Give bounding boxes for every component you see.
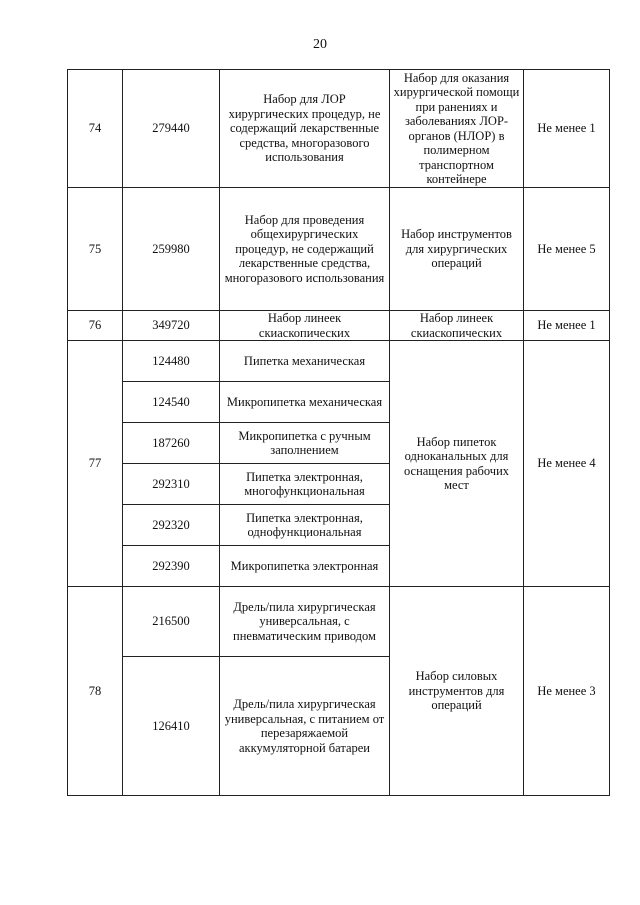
item-code-cell: 279440 xyxy=(123,70,220,188)
item-code-cell: 124480 xyxy=(123,341,220,382)
set-name-cell: Набор линеек скиаскопических xyxy=(390,311,524,341)
table-row xyxy=(68,188,610,311)
item-code-cell: 259980 xyxy=(123,188,220,311)
item-name-cell: Набор для проведения общехирургических процедур, не содержащий лекарственные средства, многоразового использования xyxy=(220,188,390,311)
set-name-cell: Набор силовых инструментов для операций xyxy=(390,587,524,796)
table-row xyxy=(68,341,610,382)
item-name-cell: Пипетка механическая xyxy=(220,341,390,382)
row-number-cell: 75 xyxy=(68,188,123,311)
item-name-cell: Дрель/пила хирургическая универсальная, с пневматическим приводом xyxy=(220,587,390,657)
table-row xyxy=(68,311,610,341)
item-code-cell: 292320 xyxy=(123,505,220,546)
item-name-cell: Микропипетка электронная xyxy=(220,546,390,587)
quantity-cell: Не менее 1 xyxy=(524,70,610,188)
row-number-cell: 76 xyxy=(68,311,123,341)
item-name-cell: Набор линеек скиаскопических xyxy=(220,311,390,341)
item-code-cell: 292390 xyxy=(123,546,220,587)
quantity-cell: Не менее 3 xyxy=(524,587,610,796)
table-row xyxy=(68,70,610,188)
table-row xyxy=(68,587,610,657)
set-name-cell: Набор инструментов для хирургических операций xyxy=(390,188,524,311)
row-number-cell: 78 xyxy=(68,587,123,796)
item-name-cell: Микропипетка с ручным заполнением xyxy=(220,423,390,464)
quantity-cell: Не менее 5 xyxy=(524,188,610,311)
item-name-cell: Пипетка электронная, многофункциональная xyxy=(220,464,390,505)
item-code-cell: 292310 xyxy=(123,464,220,505)
item-name-cell: Набор для ЛОР хирургических процедур, не содержащий лекарственные средства, многоразового использования xyxy=(220,70,390,188)
item-code-cell: 126410 xyxy=(123,657,220,796)
set-name-cell: Набор пипеток одноканальных для оснащения рабочих мест xyxy=(390,341,524,587)
item-code-cell: 349720 xyxy=(123,311,220,341)
item-name-cell: Пипетка электронная, однофункциональная xyxy=(220,505,390,546)
item-name-cell: Дрель/пила хирургическая универсальная, с питанием от перезаряжаемой аккумуляторной батареи xyxy=(220,657,390,796)
quantity-cell: Не менее 1 xyxy=(524,311,610,341)
row-number-cell: 74 xyxy=(68,70,123,188)
equipment-table xyxy=(67,69,610,796)
row-number-cell: 77 xyxy=(68,341,123,587)
set-name-cell: Набор для оказания хирургической помощи при ранениях и заболеваниях ЛОР-органов (НЛОР) в полимерном транспортном контейнере xyxy=(390,70,524,188)
item-code-cell: 216500 xyxy=(123,587,220,657)
item-name-cell: Микропипетка механическая xyxy=(220,382,390,423)
quantity-cell: Не менее 4 xyxy=(524,341,610,587)
page-number: 20 xyxy=(313,37,327,52)
item-code-cell: 124540 xyxy=(123,382,220,423)
item-code-cell: 187260 xyxy=(123,423,220,464)
